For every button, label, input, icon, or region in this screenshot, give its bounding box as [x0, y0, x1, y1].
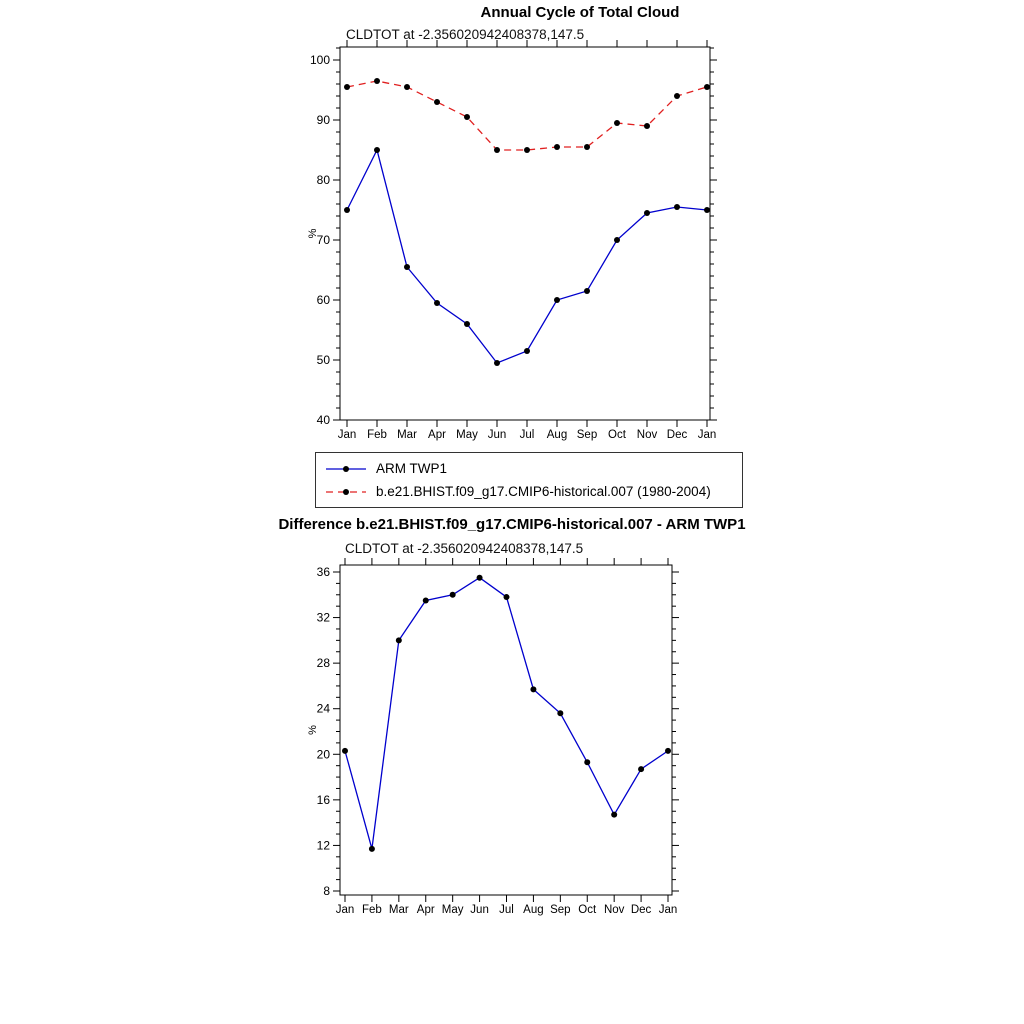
legend-label-model: b.e21.BHIST.f09_g17.CMIP6-historical.007 (1980-2004): [376, 484, 711, 499]
legend-item-obs: [324, 457, 734, 480]
x-tick-label: Nov: [603, 904, 625, 916]
data-point-marker: [450, 592, 456, 598]
y-tick-label: 8: [323, 884, 330, 898]
data-point-marker: [584, 288, 590, 294]
data-point-marker: [554, 144, 560, 150]
y-tick-label: 80: [316, 173, 330, 187]
x-tick-label: May: [456, 429, 478, 441]
x-tick-label: Apr: [416, 904, 435, 916]
chart2-title: Difference b.e21.BHIST.f09_g17.CMIP6-historical.007 - ARM TWP1: [278, 516, 746, 533]
data-point-marker: [524, 147, 530, 153]
y-axis-label: %: [307, 725, 319, 735]
data-point-marker: [584, 144, 590, 150]
y-tick-label: 32: [316, 610, 330, 625]
y-tick-label: 12: [316, 838, 330, 853]
x-tick-label: Sep: [550, 904, 571, 916]
chart1-title: Annual Cycle of Total Cloud: [480, 4, 680, 21]
series-line-0: [347, 150, 707, 363]
data-point-marker: [374, 78, 380, 84]
data-point-marker: [584, 759, 590, 765]
data-point-marker: [423, 597, 429, 603]
y-tick-label: 100: [309, 53, 330, 67]
legend-label-obs: ARM TWP1: [376, 461, 448, 476]
legend-line-sample-obs: [324, 461, 368, 477]
data-point-marker: [674, 93, 680, 99]
data-point-marker: [396, 637, 402, 643]
chart2-plot: [307, 558, 679, 916]
x-tick-label: Oct: [608, 429, 626, 441]
y-tick-label: 70: [316, 233, 330, 247]
legend-item-model: [324, 480, 734, 503]
data-point-marker: [344, 84, 350, 90]
data-point-marker: [434, 300, 440, 306]
series-line-0: [345, 578, 668, 849]
plot-box: [340, 47, 710, 420]
chart1-subtitle: CLDTOT at -2.356020942408378,147.5: [346, 27, 585, 42]
data-point-marker: [554, 297, 560, 303]
data-point-marker: [614, 120, 620, 126]
plot-box: [340, 565, 672, 895]
x-tick-label: Jun: [487, 429, 507, 441]
y-tick-label: 60: [316, 293, 330, 307]
data-point-marker: [477, 575, 483, 581]
data-point-marker: [704, 207, 710, 213]
y-tick-label: 40: [316, 413, 330, 427]
x-tick-label: Jul: [499, 904, 514, 916]
data-point-marker: [344, 207, 350, 213]
data-point-marker: [434, 99, 440, 105]
x-tick-label: Aug: [523, 904, 544, 916]
data-point-marker: [704, 84, 710, 90]
data-point-marker: [674, 204, 680, 210]
data-point-marker: [644, 210, 650, 216]
data-point-marker: [374, 147, 380, 153]
data-point-marker: [644, 123, 650, 129]
data-point-marker: [557, 710, 563, 716]
y-tick-label: 90: [316, 113, 330, 127]
data-point-marker: [638, 766, 644, 772]
y-tick-label: 24: [316, 701, 330, 716]
y-axis-label: %: [307, 228, 319, 239]
x-tick-label: Jan: [335, 904, 355, 916]
x-tick-label: Feb: [362, 904, 382, 916]
series-line-1: [347, 81, 707, 150]
x-tick-label: Feb: [367, 429, 387, 441]
x-tick-label: Aug: [546, 429, 568, 441]
x-tick-label: May: [441, 904, 464, 916]
x-tick-label: Apr: [428, 429, 446, 441]
legend-line-sample-model: [324, 484, 368, 500]
data-point-marker: [494, 147, 500, 153]
data-point-marker: [530, 686, 536, 692]
data-point-marker: [342, 748, 348, 754]
x-tick-label: Jun: [470, 904, 489, 916]
x-tick-label: Nov: [636, 429, 658, 441]
data-point-marker: [611, 812, 617, 818]
x-tick-label: Sep: [576, 429, 598, 441]
data-point-marker: [464, 321, 470, 327]
data-point-marker: [464, 114, 470, 120]
chart2-subtitle: CLDTOT at -2.356020942408378,147.5: [345, 541, 584, 556]
data-point-marker: [504, 594, 510, 600]
x-tick-label: Dec: [666, 429, 688, 441]
x-tick-label: Mar: [397, 429, 417, 441]
data-point-marker: [665, 748, 671, 754]
y-tick-label: 16: [316, 792, 330, 807]
x-tick-label: Mar: [388, 904, 409, 916]
x-tick-label: Oct: [578, 904, 597, 916]
x-tick-label: Jan: [658, 904, 678, 916]
data-point-marker: [404, 84, 410, 90]
chart1-plot: [307, 40, 717, 441]
data-point-marker: [404, 264, 410, 270]
y-tick-label: 20: [316, 747, 330, 762]
x-tick-label: Jan: [337, 429, 357, 441]
y-tick-label: 36: [316, 564, 330, 579]
y-tick-label: 28: [316, 656, 330, 671]
x-tick-label: Jan: [697, 429, 717, 441]
data-point-marker: [614, 237, 620, 243]
data-point-marker: [494, 360, 500, 366]
x-tick-label: Jul: [519, 429, 535, 441]
chart1-legend: [315, 452, 743, 508]
data-point-marker: [524, 348, 530, 354]
x-tick-label: Dec: [630, 904, 652, 916]
data-point-marker: [369, 846, 375, 852]
y-tick-label: 50: [316, 353, 330, 367]
